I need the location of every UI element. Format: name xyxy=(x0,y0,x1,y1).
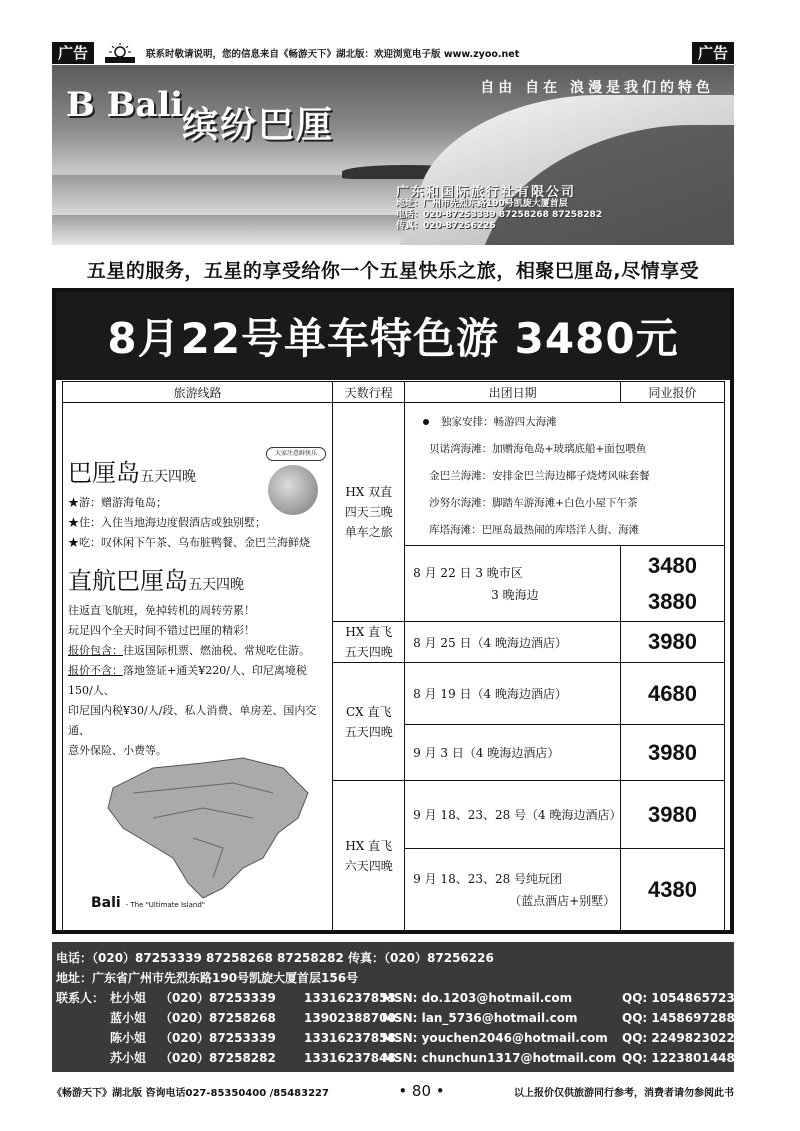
price-cell-5: 3980 xyxy=(621,781,725,849)
mascot-illustration xyxy=(258,447,328,527)
offer-box xyxy=(52,288,734,934)
date-cell-1: 8 月 22 日 3 晚市区 3 晚海边 xyxy=(405,546,621,622)
route-description-cell xyxy=(63,403,333,931)
contact-person-row: 陈小姐 （020）87253339 13316237858 MSN: youchen2046@hotmail.com QQ: 2249823022 xyxy=(110,1031,735,1045)
contact-person-row: 苏小姐 （020）87258282 13316237848 MSN: chunchun1317@hotmail.com QQ: 1223801448 xyxy=(110,1051,735,1065)
ad-tag-left: 广告 xyxy=(52,42,94,64)
company-fax: 传真：020-87256226 xyxy=(396,221,496,231)
headline: 五星的服务，五星的享受给你一个五星快乐之旅，相聚巴厘岛,尽情享受 xyxy=(86,260,700,282)
highlights-cell: 独家安排：畅游四大海滩 贝诺湾海滩：加赠海龟岛+玻璃底船+面包喂鱼 金巴兰海滩：安排金巴兰海边椰子烧烤风味套餐 沙努尔海滩：脚踏车游海滩+白色小屋下午茶 库塔海滩：巴厘岛最热闹的库塔洋人街、海滩 xyxy=(405,403,725,546)
date-cell-3: 8 月 19 日（4 晚海边酒店） xyxy=(405,663,621,725)
routes-table xyxy=(62,381,725,931)
footer-right: 以上报价仅供旅游同行参考，消费者请勿参阅此书 xyxy=(513,1087,734,1099)
company-name: 广东和国际旅行社有限公司 xyxy=(396,185,577,200)
bali-map-icon xyxy=(93,748,318,908)
footer-left: 《畅游天下》湖北版 咨询电话027-85350400 /85483227 xyxy=(52,1087,329,1099)
table-row xyxy=(63,403,725,546)
sun-logo-icon xyxy=(101,43,139,63)
price-cell-2: 3980 xyxy=(621,622,725,663)
date-cell-5: 9 月 18、23、28 号（4 晚海边酒店） xyxy=(405,781,621,849)
top-bar xyxy=(52,42,734,64)
title-bar xyxy=(56,292,730,380)
contact-person-row: 联系人： 杜小姐 （020）87253339 13316237853 MSN: do.1203@hotmail.com QQ: 1054865723 xyxy=(56,988,730,1008)
days-cell-4: HX 直飞 六天四晚 xyxy=(333,781,405,931)
contact-person-row: 蓝小姐 （020）87258268 13902388700 MSN: lan_5736@hotmail.com QQ: 1458697288 xyxy=(110,1011,735,1025)
brand-title: 缤纷巴厘 xyxy=(182,105,335,146)
route2-title: 直航巴厘岛五天四晚 xyxy=(68,567,244,595)
price-cell-1: 3480 3880 xyxy=(621,546,725,622)
header-date: 出团日期 xyxy=(405,382,621,403)
mascot-bubble: 大家注意鲜快乐 xyxy=(266,447,326,461)
price-cell-4: 3980 xyxy=(621,725,725,781)
date-cell-4: 9 月 3 日（4 晚海边酒店） xyxy=(405,725,621,781)
magazine-logo xyxy=(100,43,140,63)
header-route: 旅游线路 xyxy=(63,382,333,403)
page-number: • 80 • xyxy=(398,1082,445,1100)
route1-title: 巴厘岛五天四晚 xyxy=(68,459,196,487)
route1-details: ★游：赠游海龟岛； ★住：入住当地海边度假酒店或独别墅； ★吃：叹休闲下午茶、乌布脏鸭餐、金巴兰海鲜烧 xyxy=(68,496,310,549)
route2-details: 往返直飞航班，免掉转机的周转劳累！ 玩足四个全天时间不错过巴厘的精彩！ 报价包含：往返国际机票、燃油税、常规吃住游。 报价不含：落地签证+通关¥220/人、印尼离境税 150/人、 印尼国内税¥30/人/段、私人消费、单房差、国内交通、 意外保险、小费等。 xyxy=(68,604,317,757)
table-header-row xyxy=(63,382,725,403)
header-price: 同业报价 xyxy=(621,382,725,403)
offer-title: 8月22号单车特色游 3480元 xyxy=(107,314,679,363)
company-address: 地址：广州市先烈东路190号凯旋大厦首层 xyxy=(396,199,568,209)
price-cell-6: 4380 xyxy=(621,849,725,931)
map-caption: Bali - The "Ultimate Island" xyxy=(91,895,205,911)
date-cell-6: 9 月 18、23、28 号纯玩团 （蓝点酒店+别墅） xyxy=(405,849,621,931)
days-cell-1: HX 双直 四天三晚 单车之旅 xyxy=(333,403,405,622)
mascot-face-icon xyxy=(268,465,318,515)
days-cell-2: HX 直飞 五天四晚 xyxy=(333,622,405,663)
date-cell-2: 8 月 25 日（4 晚海边酒店） xyxy=(405,622,621,663)
brand-logo: B Bali xyxy=(66,85,184,125)
days-cell-3: CX 直飞 五天四晚 xyxy=(333,663,405,781)
contact-label: 联系人： xyxy=(56,991,105,1005)
company-phone: 电话：020-87253339 87258268 87258282 xyxy=(396,210,603,220)
header-days: 天数行程 xyxy=(333,382,405,403)
contact-panel xyxy=(52,942,734,1072)
price-cell-3: 4680 xyxy=(621,663,725,725)
notice-text: 联系时敬请说明，您的信息来自《畅游天下》湖北版：欢迎浏览电子版 www.zyoo.net xyxy=(146,49,520,60)
ad-tag-right: 广告 xyxy=(692,42,734,64)
slogan: 自由 自在 浪漫是我们的特色 xyxy=(480,80,714,96)
company-contact xyxy=(396,199,602,232)
page-footer xyxy=(52,1082,734,1100)
hero-banner xyxy=(52,65,734,245)
contact-phone-line: 电话：（020）87253339 87258268 87258282 传真：（020）87256226 xyxy=(56,951,494,965)
contact-address-line: 地址：广东省广州市先烈东路190号凯旋大厦首层156号 xyxy=(56,971,359,985)
bullet-icon xyxy=(423,419,429,425)
